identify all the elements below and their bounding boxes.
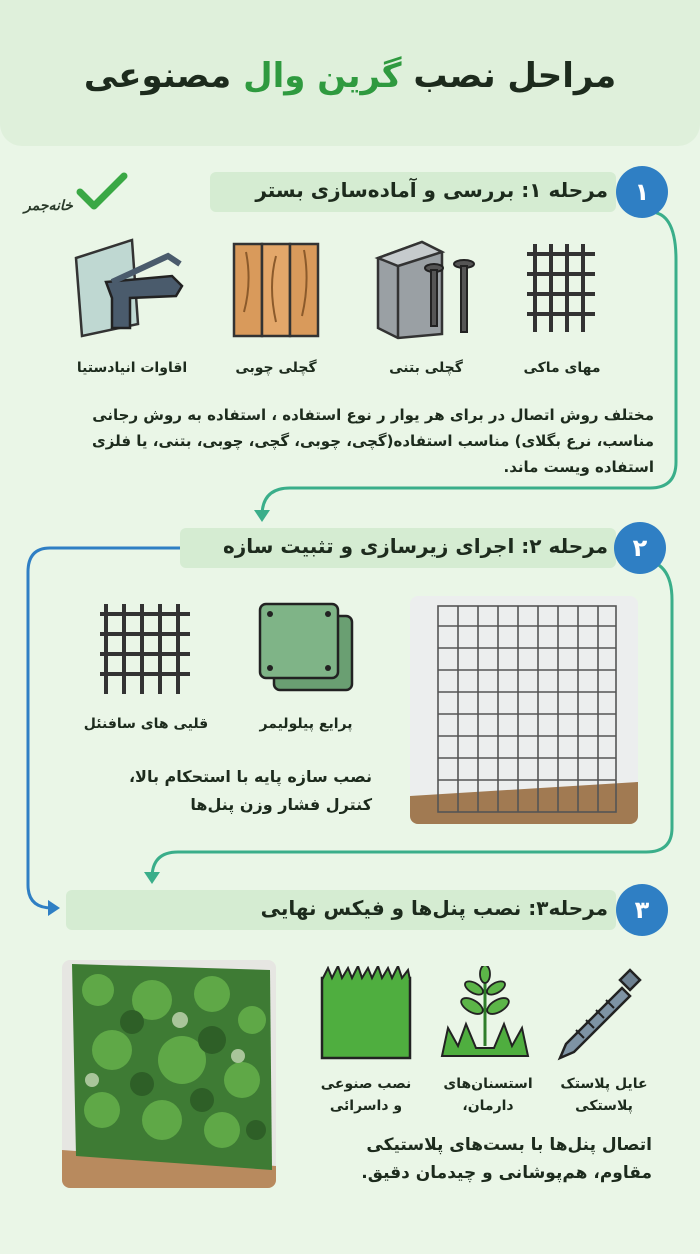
title-prefix: مراحل نصب — [413, 56, 617, 96]
staple-gun-icon — [72, 236, 190, 340]
grass-panel-icon — [320, 966, 412, 1060]
logo-text: خانه‌جمر — [24, 198, 73, 214]
wood-planks-icon — [232, 242, 322, 338]
step3-item-label-line2: و داسرائی — [329, 1098, 403, 1114]
green-wall-photo — [62, 960, 276, 1188]
step2-title: مرحله ۲: اجرای زیرسازی و تثبیت سازه — [222, 534, 608, 558]
step3-description-line1: اتصال پنل‌ها با بست‌های پلاستیکی — [366, 1135, 652, 1155]
step2-description-line2: کنترل فشار وزن پنل‌ها — [190, 795, 372, 814]
step1-item-label: اقاوات انیادستیا — [76, 360, 188, 376]
step3-item-label-line1: عایل پلاستک — [560, 1076, 648, 1092]
concrete-screws-icon — [372, 238, 490, 342]
metal-grid-icon — [96, 600, 194, 698]
title-suffix: مصنوعی — [83, 56, 232, 96]
step1-number: ۱ — [616, 166, 668, 218]
step3-item-label-line1: استسنان‌های — [443, 1076, 533, 1092]
step3-item-label-line1: نصب صنوعی — [320, 1076, 412, 1092]
wire-mesh-icon — [525, 240, 597, 336]
step1-item-label: گچلی بتنی — [389, 360, 463, 376]
plastic-anchor-icon — [556, 966, 644, 1062]
step2-number: ۲ — [614, 522, 666, 574]
wire-grid-photo — [410, 596, 638, 824]
step3-description-line2: مقاوم، هم‌پوشانی و چیدمان دقیق. — [361, 1163, 652, 1183]
pvc-panel-icon — [256, 602, 356, 694]
step3-number: ۳ — [616, 884, 668, 936]
step2-description-line1: نصب سازه پایه با استحکام بالا، — [128, 767, 372, 786]
step3-item-label-line2: پلاستکی — [575, 1098, 633, 1114]
title-accent: گرین وال — [243, 56, 402, 96]
step1-description: مختلف روش اتصال در برای هر یوار ر نوع استفاده ، استفاده به روش رجانی مناسب، نرع بگلای) مناسب استفاده(گچی، چوبی، گچی، چوبی، بتنی، یا فلزی استفاده ویست ماند. — [92, 406, 654, 476]
step1-item-label: گچلی چوبی — [235, 360, 317, 376]
step1-item-label: مهای ماکی — [523, 360, 601, 376]
step2-item-label: پرایع پیلولیمر — [259, 716, 353, 732]
step3-item-label-line2: دارمان، — [462, 1098, 514, 1114]
step3-title: مرحله۳: نصب پنل‌ها و فیکس نهایی — [260, 896, 608, 920]
plant-icon — [438, 966, 532, 1060]
step2-item-label: قلیی های سافنئل — [83, 716, 209, 732]
step1-title: مرحله ۱: بررسی و آماده‌سازی بستر — [255, 178, 608, 202]
